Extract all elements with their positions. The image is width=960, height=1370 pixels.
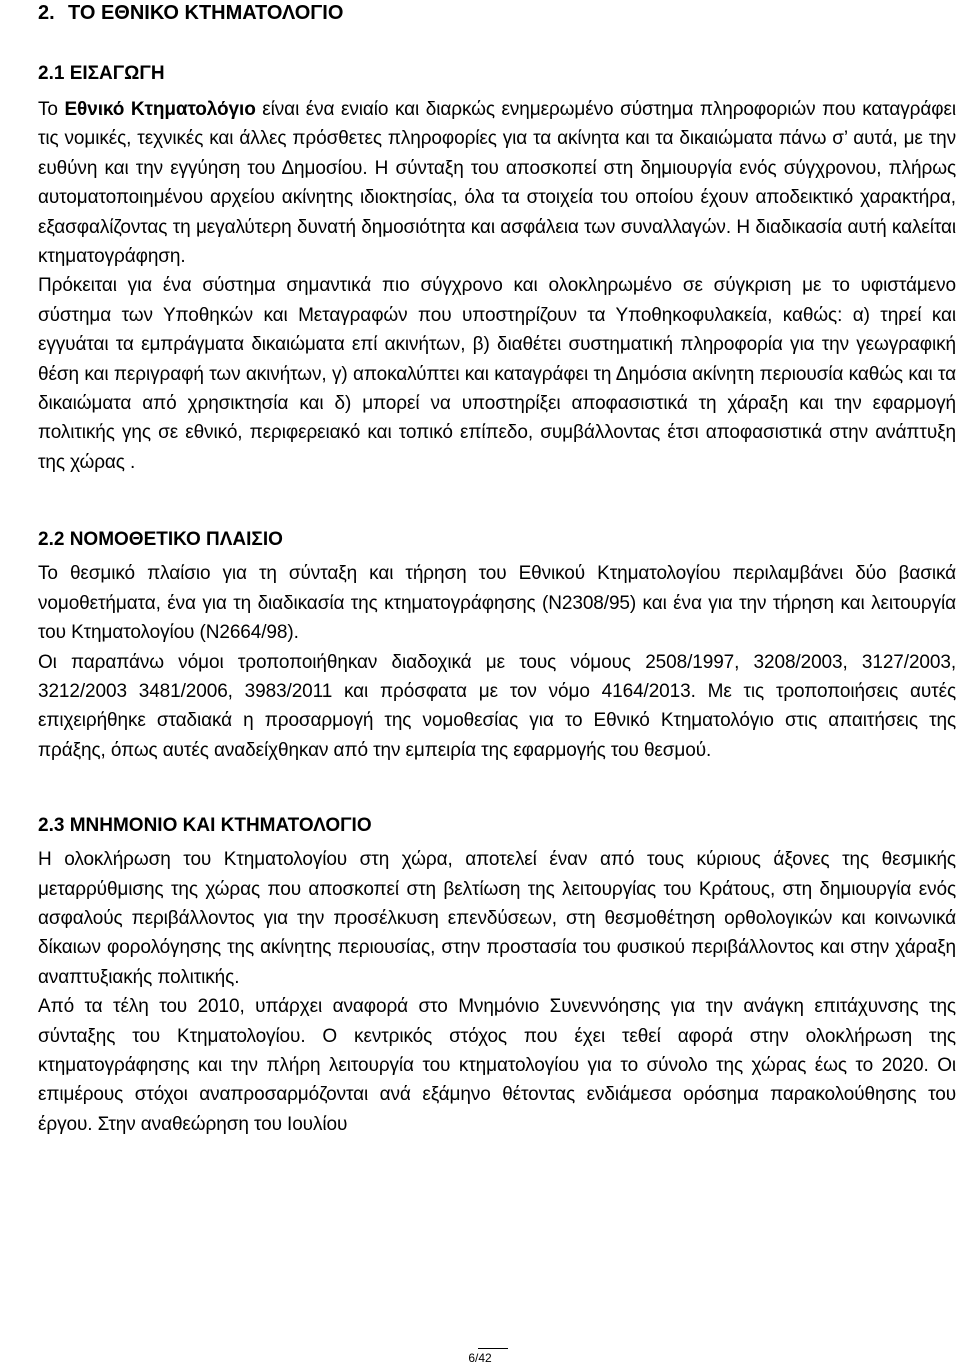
- document-page: [38, 0, 956, 1139]
- section-2-1-p1-post: είναι ένα ενιαίο και διαρκώς ενημερωμένο σύστημα πληροφοριών που καταγράφει τις νομικές, τεχνικές και άλλες πρόσθετες πληροφορίες για τα ακίνητα και τα δικαιώματα πάνω σ’ αυτά, με την ευθύνη και την εγγύηση του Δημοσίου. Η σύνταξη του αποσκοπεί στη δημιουργία ενός σύγχρονου, πλήρως αυτοματοποιημένου αρχείου ακίνητης ιδιοκτησίας, όλα τα στοιχεία του οποίου έχουν αποδεικτικό χαρακτήρα, εξασφαλίζοντας τη μεγαλύτερη δυνατή δημοσιότητα και ασφάλεια των συναλλαγών. Η διαδικασία αυτή καλείται κτηματογράφηση.: [38, 99, 956, 268]
- section-2-1-p1-pre: Το: [38, 99, 65, 120]
- chapter-heading: [38, 0, 956, 25]
- chapter-number: 2.: [38, 2, 55, 24]
- section-2-2-paragraph-1: Το θεσμικό πλαίσιο για τη σύνταξη και τήρηση του Εθνικού Κτηματολογίου περιλαμβάνει δύο βασικά νομοθετήματα, ένα για τη διαδικασία της κτηματογράφησης (Ν2308/95) και ένα για την τήρηση και λειτουργία του Κτηματολογίου (Ν2664/98).: [38, 563, 956, 644]
- section-2-1-paragraph-1: [38, 95, 956, 271]
- footer-rule: [478, 1348, 508, 1349]
- page-number: 6/42: [468, 1351, 492, 1365]
- section-2-3-paragraph-2: Από τα τέλη του 2010, υπάρχει αναφορά στο Μνημόνιο Συνεννόησης για την ανάγκη επιτάχυνσης της σύνταξης του Κτηματολογίου. Ο κεντρικός στόχος που έχει τεθεί αφορά στην ολοκλήρωση της κτηματογράφησης και την πλήρη λειτουργία του κτηματολογίου για το σύνολο της χώρας έως το 2020. Οι επιμέρους στόχοι αναπροσαρμόζονται ανά εξάμηνο θέτοντας ενδιάμεσα ορόσημα παρακολούθησης του έργου. Στην αναθεώρηση του Ιουλίου: [38, 996, 956, 1135]
- section-2-1-p1-bold: Εθνικό Κτηματολόγιο: [64, 99, 256, 120]
- section-2-3-paragraph-1: Η ολοκλήρωση του Κτηματολογίου στη χώρα, αποτελεί έναν από τους κύριους άξονες της θεσμικής μεταρρύθμισης της χώρας που αποσκοπεί στη βελτίωση της λειτουργίας του Κράτους, στη δημιουργία ενός ασφαλούς περιβάλλοντος για την προσέλκυση επενδύσεων, στη θεσμοθέτηση ορθολογικών και κοινωνικά δίκαιων φορολόγησης της ακίνητης περιουσίας, στην προστασία του φυσικού περιβάλλοντος και στην χάραξη αναπτυξιακής πολιτικής.: [38, 849, 956, 988]
- section-2-1-paragraph-2: Πρόκειται για ένα σύστημα σημαντικά πιο σύγχρονο και ολοκληρωμένο σε σύγκριση με το υφιστάμενο σύστημα των Υποθηκών και Μεταγραφών που υποστηρίζουν τα Υποθηκοφυλακεία, καθώς: α) τηρεί και εγγυάται τα εμπράγματα δικαιώματα επί ακινήτων, β) διαθέτει συστηματική πληροφορία για την γεωγραφική θέση και περιγραφή των ακινήτων, γ) αποκαλύπτει και καταγράφει τη Δημόσια ακίνητη περιουσία καθώς και τα δικαιώματα από χρησικτησία και δ) μπορεί να υποστηρίξει αποφασιστικά τη χάραξη και την εφαρμογή πολιτικής γης σε εθνικό, περιφερειακό και τοπικό επίπεδο, συμβάλλοντας έτσι αποφασιστικά στην ανάπτυξη της χώρας .: [38, 275, 956, 473]
- section-heading-2-1: 2.1 ΕΙΣΑΓΩΓΗ: [38, 63, 165, 84]
- page-footer: [0, 1350, 960, 1366]
- section-heading-2-3: 2.3 ΜΝΗΜΟΝΙΟ ΚΑΙ ΚΤΗΜΑΤΟΛΟΓΙΟ: [38, 815, 372, 837]
- chapter-title: ΤΟ ΕΘΝΙΚΟ ΚΤΗΜΑΤΟΛΟΓΙΟ: [68, 2, 344, 24]
- section-2-2-paragraph-2: Οι παραπάνω νόμοι τροποποιήθηκαν διαδοχικά με τους νόμους 2508/1997, 3208/2003, 3127/2003, 3212/2003 3481/2006, 3983/2011 και πρόσφατα με τον νόμο 4164/2013. Με τις τροποποιήσεις αυτές επιχειρήθηκε σταδιακά η προσαρμογή της νομοθεσίας για το Εθνικό Κτηματολόγιο στις απαιτήσεις της πράξης, όπως αυτές αναδείχθηκαν από την εμπειρία της εφαρμογής του θεσμού.: [38, 651, 956, 761]
- section-heading-2-2: 2.2 ΝΟΜΟΘΕΤΙΚΟ ΠΛΑΙΣΙΟ: [38, 529, 283, 551]
